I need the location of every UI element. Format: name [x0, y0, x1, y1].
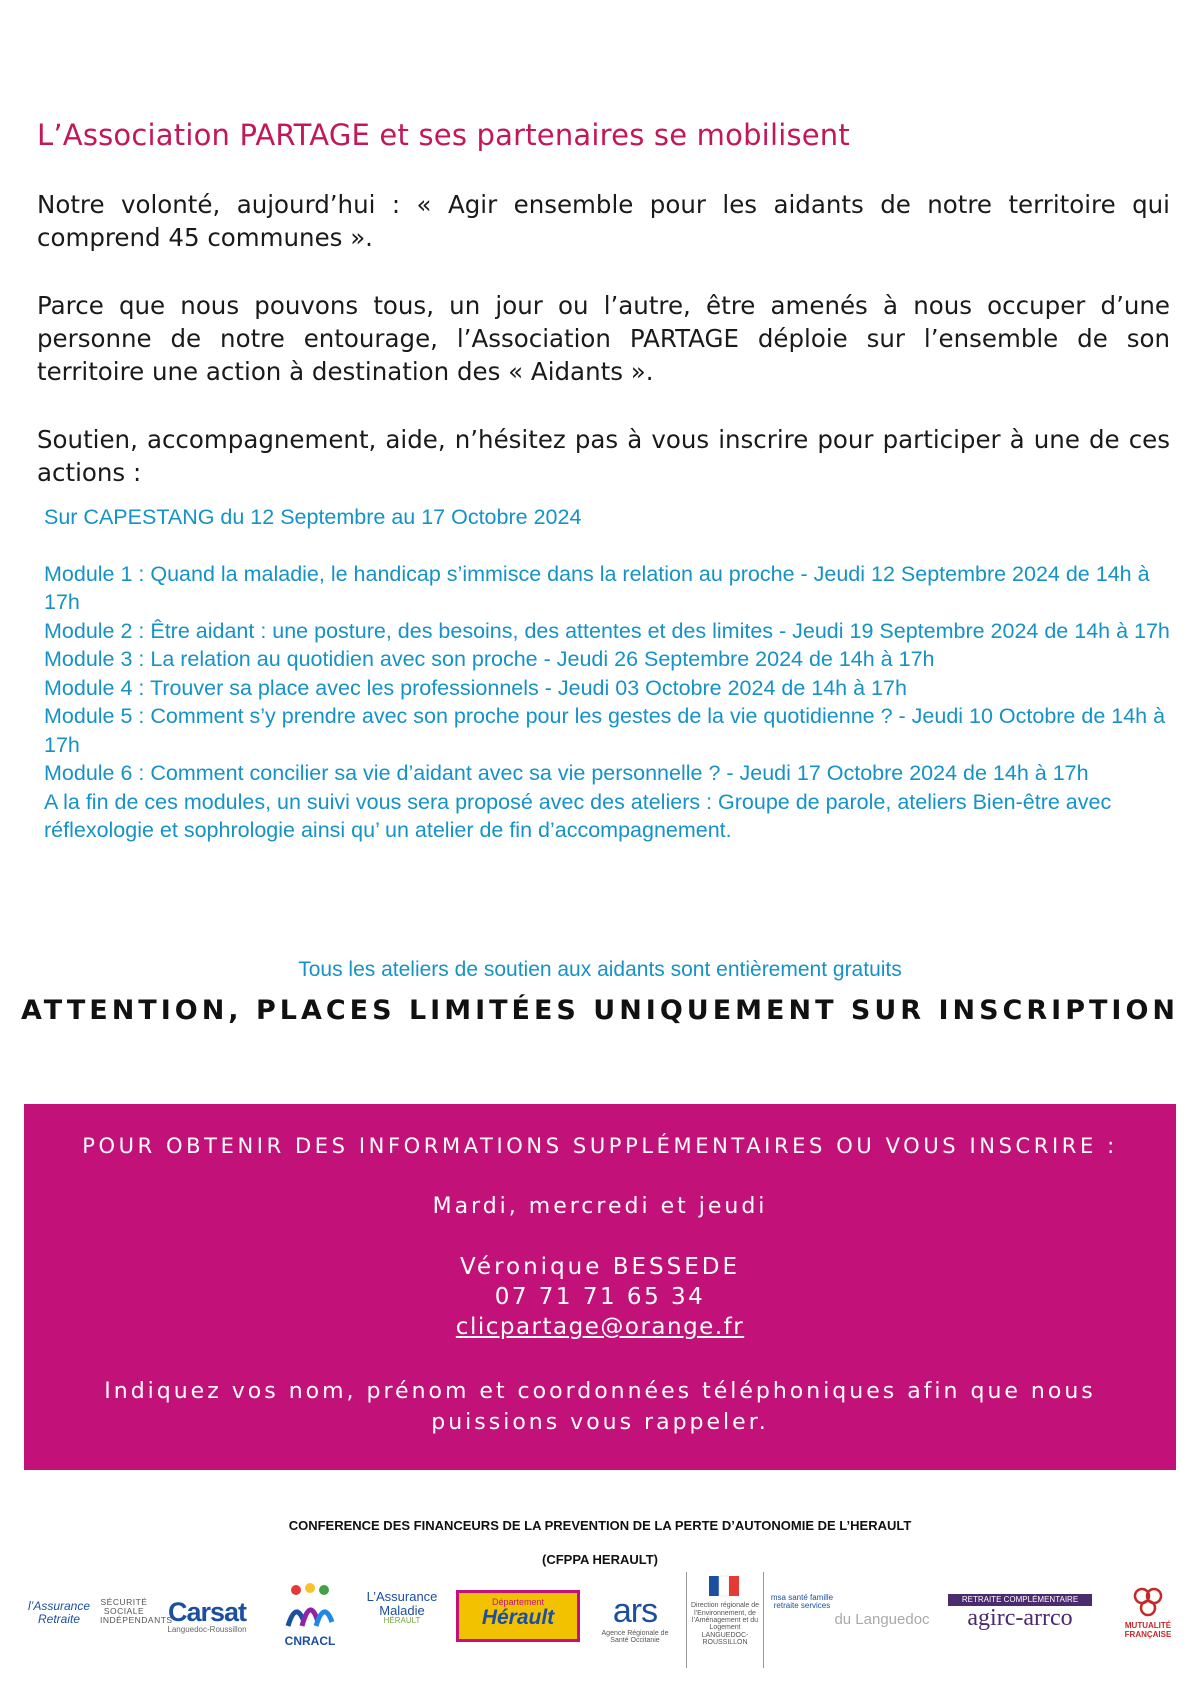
marianne-flag-icon [705, 1572, 745, 1600]
ars-text: ars [612, 1592, 658, 1630]
free-notice: Tous les ateliers de soutien aux aidants sont entièrement gratuits [298, 958, 902, 981]
cnracl-figures-icon [280, 1582, 340, 1630]
msa-region-text: du Languedoc [834, 1611, 930, 1628]
assurance-retraite-text: l’Assurance Retraite [27, 1599, 91, 1626]
module-6: Module 6 : Comment concilier sa vie d’aidant avec sa vie personnelle ? - Jeudi 17 Octobre 2024 de 14h à 17h [44, 761, 1089, 785]
assurance-maladie-text: L’Assurance Maladie [366, 1589, 438, 1618]
herault-top-text: Département [491, 1597, 545, 1607]
program-section [44, 503, 1174, 845]
contact-days: Mardi, mercredi et jeudi [432, 1194, 768, 1219]
carsat-region-text: Languedoc-Roussillon [167, 1625, 247, 1635]
agirc-arrco-logo [948, 1594, 1092, 1632]
carsat-logo [150, 1598, 264, 1635]
contact-heading: POUR OBTENIR DES INFORMATIONS SUPPLÉMENTAIRES OU VOUS INSCRIRE : [82, 1134, 1118, 1158]
conference-heading: CONFERENCE DES FINANCEURS DE LA PREVENTION DE LA PERTE D’AUTONOMIE DE L’HERAULT [288, 1518, 912, 1533]
securite-sociale-text: SÉCURITÉ SOCIALE INDÉPENDANTS [100, 1597, 173, 1625]
module-2: Module 2 : Être aidant : une posture, des besoins, des attentes et des limites - Jeudi 19 Septembre 2024 de 14h à 17h [44, 618, 1170, 643]
assurance-maladie-sub: HÉRAULT [383, 1616, 421, 1626]
herault-text: Hérault [481, 1606, 555, 1630]
prefet-dreal-logo [686, 1572, 764, 1668]
page-title: L’Association PARTAGE et ses partenaires se mobilisent [37, 118, 850, 152]
cnracl-text: CNRACL [284, 1633, 336, 1648]
contact-name: Véronique BESSEDE [459, 1254, 740, 1280]
assurance-retraite-logo [20, 1600, 98, 1625]
carsat-text: Carsat [167, 1597, 247, 1627]
msa-text: msa santé famille retraite services [770, 1593, 834, 1611]
mutualite-text: MUTUALITÉ FRANÇAISE [1124, 1621, 1172, 1639]
ars-sub-text: Agence Régionale de Santé Occitanie [601, 1629, 669, 1645]
partner-logos [0, 1572, 1200, 1692]
follow-up-note: A la fin de ces modules, un suivi vous sera proposé avec des ateliers : Groupe de parole, ateliers Bien-être avec réflexologie et sophrologie ainsi qu’ un atelier de fin d’accompagnement. [44, 789, 1112, 842]
mutualite-hexagons-icon [1128, 1586, 1168, 1620]
mutualite-francaise-logo [1108, 1586, 1188, 1639]
intro-paragraph-3: Soutien, accompagnement, aide, n’hésitez pas à vous inscrire pour participer à une de ces actions : [37, 425, 1170, 487]
intro-paragraph-2: Parce que nous pouvons tous, un jour ou l’autre, être amenés à nous occuper d’une personne de notre entourage, l’Association PARTAGE déploie sur l’ensemble de son territoire une action à destination des « Aidants ». [37, 291, 1170, 386]
contact-email-link[interactable]: clicpartage@orange.fr [455, 1314, 745, 1340]
agirc-bar-text: RETRAITE COMPLÉMENTAIRE [948, 1594, 1092, 1606]
herault-logo [456, 1590, 580, 1642]
module-4: Module 4 : Trouver sa place avec les professionnels - Jeudi 03 Octobre 2024 de 14h à 17h [44, 675, 907, 700]
agirc-arrco-text: agirc-arrco [967, 1605, 1073, 1632]
securite-sociale-logo [100, 1597, 173, 1625]
contact-box [24, 1104, 1176, 1470]
contact-phone[interactable]: 07 71 71 65 34 [494, 1284, 706, 1310]
msa-logo [770, 1594, 834, 1611]
module-3: Module 3 : La relation au quotidien avec son proche - Jeudi 26 Septembre 2024 de 14h à 17h [44, 647, 935, 671]
intro-paragraph-1: Notre volonté, aujourd’hui : « Agir ensemble pour les aidants de notre territoire qui comprend 45 communes ». [37, 190, 1170, 252]
assurance-maladie-logo [352, 1590, 452, 1626]
contact-note: Indiquez vos nom, prénom et coordonnées téléphoniques afin que nous puissions vous rappeler. [104, 1379, 1096, 1435]
ars-logo [592, 1594, 678, 1644]
session-dates: Sur CAPESTANG du 12 Septembre au 17 Octobre 2024 [44, 505, 582, 529]
cfppa-label: (CFPPA HERAULT) [541, 1552, 659, 1567]
prefet-dreal-text: Direction régionale de l’Environnement, de l’Aménagement et du Logement LANGUEDOC-ROUSSILLON [690, 1602, 760, 1647]
module-1: Module 1 : Quand la maladie, le handicap s’immisce dans la relation au proche - Jeudi 12 Septembre 2024 de 14h à 17h [44, 561, 1150, 614]
attention-banner: ATTENTION, PLACES LIMITÉES UNIQUEMENT SUR INSCRIPTION [21, 995, 1179, 1026]
cnracl-logo [270, 1582, 350, 1647]
module-5: Module 5 : Comment s’y prendre avec son proche pour les gestes de la vie quotidienne ? - Jeudi 10 Octobre de 14h à 17h [44, 704, 1166, 757]
msa-region-logo [830, 1612, 934, 1628]
